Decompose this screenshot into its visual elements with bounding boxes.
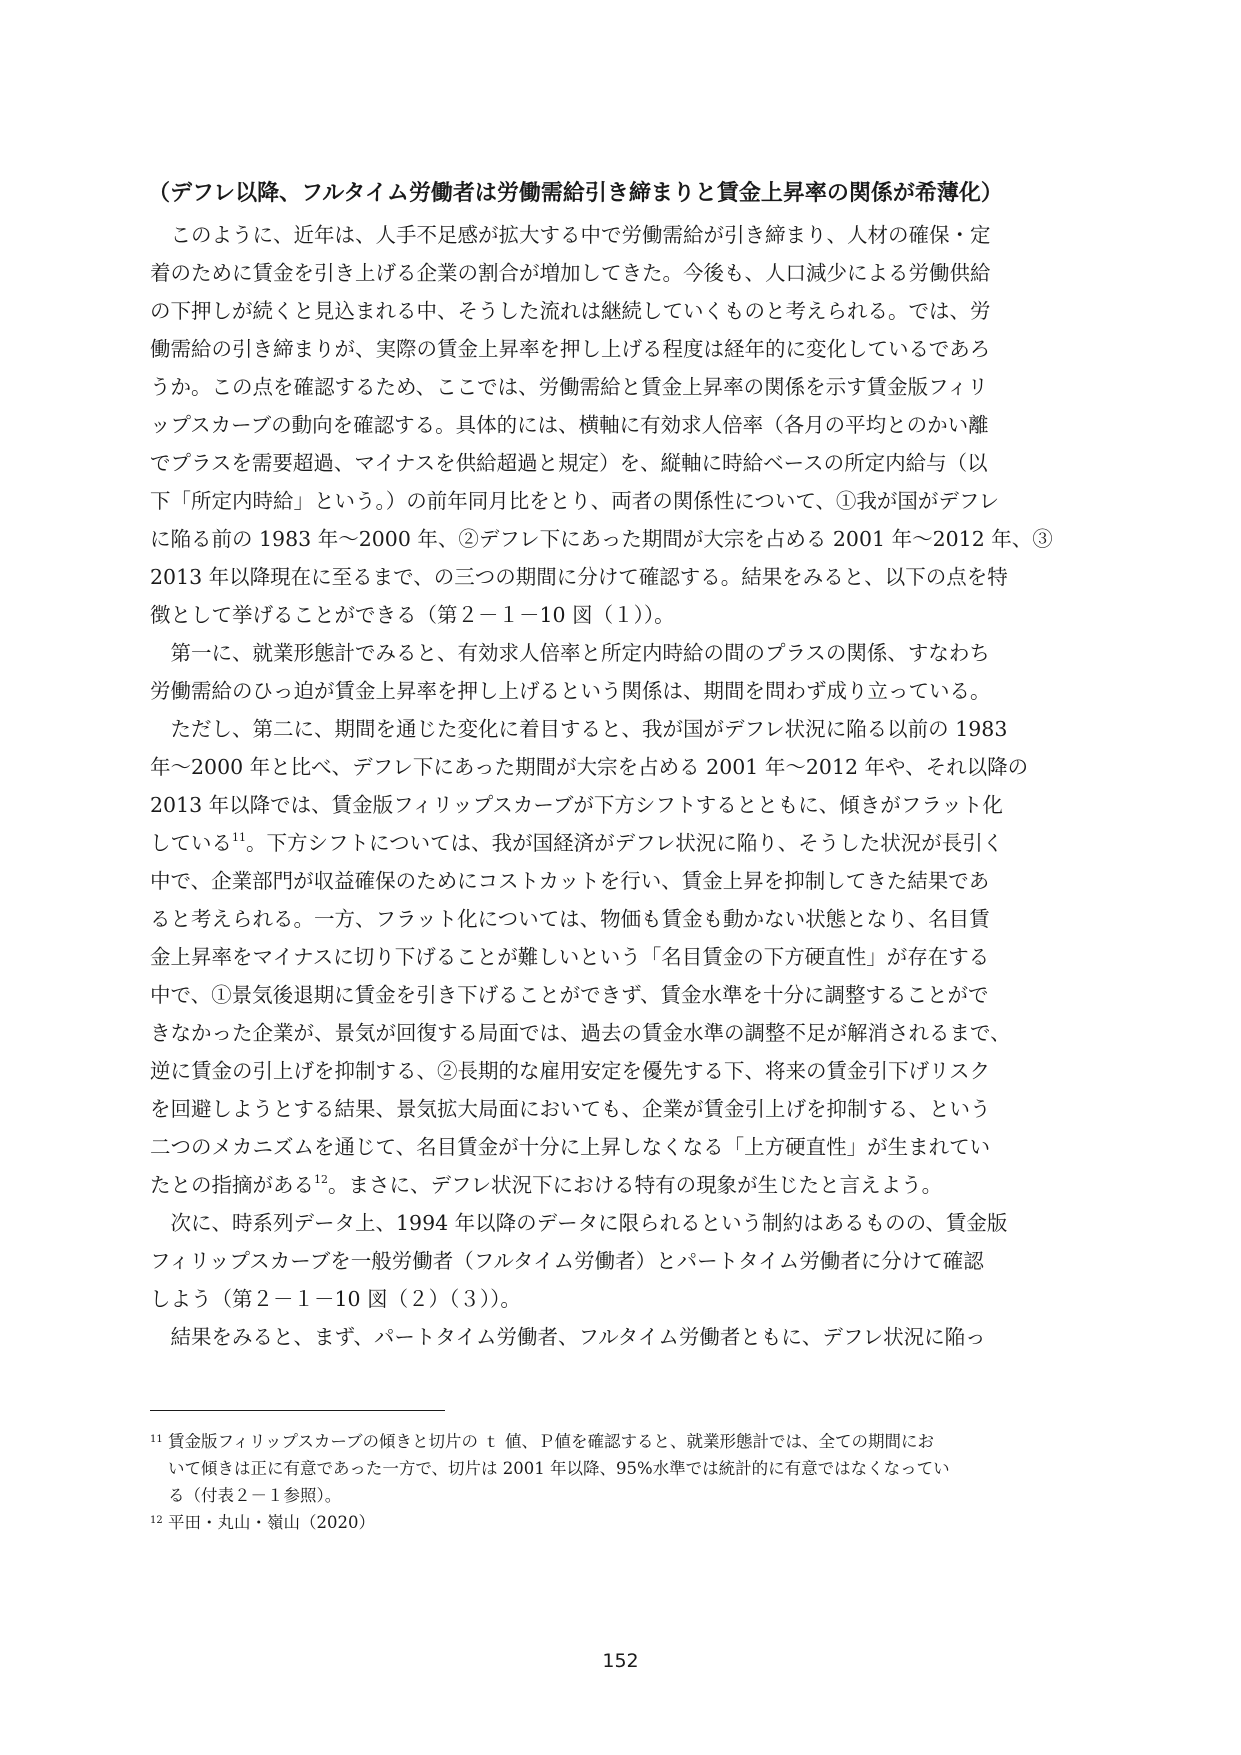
body-line <box>150 1242 1090 1280</box>
body-line-text: 二つのメカニズムを通じて、名目賃金が十分に上昇しなくなる「上方硬直性」が生まれてい <box>150 1135 991 1159</box>
body-line-text: 逆に賃金の引上げを抑制する、②長期的な雇用安定を優先する下、将来の賃金引下げリスク <box>150 1059 991 1083</box>
body-line-text: 徴として挙げることができる（第２－１－10 図（１））。 <box>150 603 675 627</box>
body-line <box>150 406 1090 444</box>
body-line-text: 結果をみると、まず、パートタイム労働者、フルタイム労働者ともに、デフレ状況に陥っ <box>150 1325 986 1349</box>
body-line-text: このように、近年は、人手不足感が拡大する中で労働需給が引き締まり、人材の確保・定 <box>150 223 991 247</box>
body-line <box>150 444 1090 482</box>
body-line-text: 年～2000 年と比べ、デフレ下にあった期間が大宗を占める 2001 年～2012 年や、それ以降の <box>150 755 1029 779</box>
body-line <box>150 1014 1090 1052</box>
body-line-text: 。まさに、デフレ状況下における特有の現象が生じたと言えよう。 <box>328 1173 943 1197</box>
body-line-text: 次に、時系列データ上、1994 年以降のデータに限られるという制約はあるものの、賃金版 <box>150 1211 1008 1235</box>
body-text <box>150 216 1090 1356</box>
footnote-line: 平田・丸山・嶺山（2020） <box>168 1513 375 1532</box>
body-line <box>150 482 1090 520</box>
body-line <box>150 1280 1090 1318</box>
page-number: 152 <box>602 1650 639 1672</box>
footnote-mark: 12 <box>150 1515 163 1526</box>
body-line <box>150 748 1090 786</box>
body-line-text: フィリップスカーブを一般労働者（フルタイム労働者）とパートタイム労働者に分けて確認 <box>150 1249 984 1273</box>
body-line-text: たとの指摘がある <box>150 1173 314 1197</box>
body-line <box>150 1204 1090 1242</box>
footnote-reference[interactable]: 11 <box>232 831 246 844</box>
body-line-text: 。下方シフトについては、我が国経済がデフレ状況に陥り、そうした状況が長引く <box>246 831 1004 855</box>
body-line <box>150 292 1090 330</box>
body-line <box>150 368 1090 406</box>
body-line-text: 金上昇率をマイナスに切り下げることが難しいという「名目賃金の下方硬直性」が存在する <box>150 945 990 969</box>
body-line-text: 働需給の引き締まりが、実際の賃金上昇率を押し上げる程度は経年的に変化しているであろ <box>150 337 991 361</box>
body-line-text: 着のために賃金を引き上げる企業の割合が増加してきた。今後も、人口減少による労働供給 <box>150 261 991 285</box>
body-line-text: きなかった企業が、景気が回復する局面では、過去の賃金水準の調整不足が解消されるまで、 <box>150 1021 1011 1045</box>
footnote-line: る（付表２－１参照）。 <box>168 1486 342 1505</box>
footnote-divider <box>150 1410 445 1411</box>
body-line <box>150 634 1090 672</box>
body-line <box>150 824 1090 862</box>
body-line-text: 2013 年以降では、賃金版フィリップスカーブが下方シフトするとともに、傾きがフラット化 <box>150 793 1003 817</box>
body-line <box>150 900 1090 938</box>
body-line <box>150 254 1090 292</box>
section-heading: （デフレ以降、フルタイム労働者は労働需給引き締まりと賃金上昇率の関係が希薄化） <box>148 181 1003 206</box>
body-line-text: ップスカーブの動向を確認する。具体的には、横軸に有効求人倍率（各月の平均とのかい離 <box>150 413 989 437</box>
body-line <box>150 330 1090 368</box>
body-line-text: 第一に、就業形態計でみると、有効求人倍率と所定内時給の間のプラスの関係、すなわち <box>150 641 990 665</box>
body-line <box>150 938 1090 976</box>
body-line-text: の下押しが続くと見込まれる中、そうした流れは継続していくものと考えられる。では、労 <box>150 299 991 323</box>
body-line <box>150 976 1090 1014</box>
body-line <box>150 1090 1090 1128</box>
body-line-text: に陥る前の 1983 年～2000 年、②デフレ下にあった期間が大宗を占める 2001 年～2012 年、③ <box>150 527 1053 551</box>
body-line <box>150 710 1090 748</box>
body-line-text: でプラスを需要超過、マイナスを供給超過と規定）を、縦軸に時給ベースの所定内給与（以 <box>150 451 988 475</box>
body-line-text: している <box>150 831 232 855</box>
body-line-text: しよう（第２－１－10 図（２）（３））。 <box>150 1287 521 1311</box>
body-line <box>150 1052 1090 1090</box>
body-line-text: を回避しようとする結果、景気拡大局面においても、企業が賃金引上げを抑制する、という <box>150 1097 991 1121</box>
body-line <box>150 786 1090 824</box>
body-line-text: うか。この点を確認するため、ここでは、労働需給と賃金上昇率の関係を示す賃金版フィリ <box>150 375 989 399</box>
body-line-text: 中で、①景気後退期に賃金を引き下げることができず、賃金水準を十分に調整することがで <box>150 983 989 1007</box>
body-line <box>150 1166 1090 1204</box>
body-line-text: ただし、第二に、期間を通じた変化に着目すると、我が国がデフレ状況に陥る以前の 1983 <box>150 717 1008 741</box>
body-line <box>150 1128 1090 1166</box>
body-line-text: 2013 年以降現在に至るまで、の三つの期間に分けて確認する。結果をみると、以下の点を特 <box>150 565 1008 589</box>
body-line <box>150 216 1090 254</box>
footnote-line: いて傾きは正に有意であった一方で、切片は 2001 年以降、95%水準では統計的に有意ではなくなってい <box>168 1459 950 1478</box>
body-line <box>150 1318 1090 1356</box>
body-line-text: ると考えられる。一方、フラット化については、物価も賃金も動かない状態となり、名目賃 <box>150 907 990 931</box>
footnote-reference[interactable]: 12 <box>314 1173 328 1186</box>
body-line <box>150 558 1090 596</box>
body-line-text: 中で、企業部門が収益確保のためにコストカットを行い、賃金上昇を抑制してきた結果であ <box>150 869 990 893</box>
body-line-text: 下「所定内時給」という。）の前年同月比をとり、両者の関係性について、①我が国がデフレ <box>150 489 1000 513</box>
footnote-line: 賃金版フィリップスカーブの傾きと切片の ｔ 値、Ｐ値を確認すると、就業形態計では、全ての期間にお <box>168 1432 935 1451</box>
footnote <box>150 1509 1090 1536</box>
body-line <box>150 520 1090 558</box>
footnote <box>150 1428 1090 1509</box>
body-line <box>150 672 1090 710</box>
body-line <box>150 596 1090 634</box>
footnotes <box>150 1428 1090 1536</box>
body-line-text: 労働需給のひっ迫が賃金上昇率を押し上げるという関係は、期間を問わず成り立っている。 <box>150 679 991 703</box>
body-line <box>150 862 1090 900</box>
footnote-mark: 11 <box>150 1434 163 1445</box>
